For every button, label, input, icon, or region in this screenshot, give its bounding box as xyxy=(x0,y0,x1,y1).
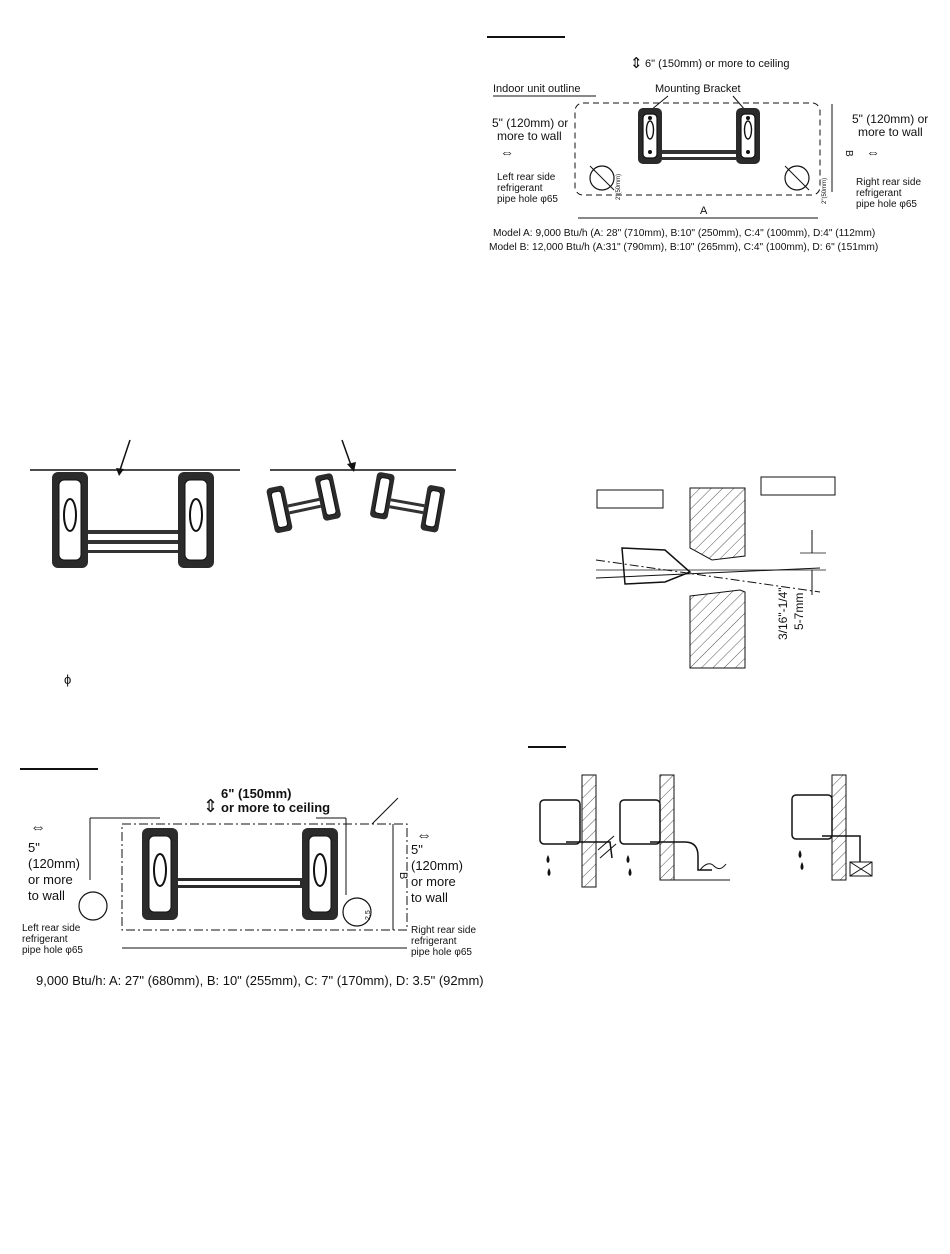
outdoor-label-box xyxy=(761,477,835,495)
indoor-label-box xyxy=(597,490,663,508)
svg-text:or more: or more xyxy=(28,872,73,887)
left-right-arrow-icon: ⇔ xyxy=(866,144,880,160)
left-hole-label: Left rear side xyxy=(22,923,81,934)
left-right-arrow-icon: ⇔ xyxy=(30,819,46,836)
right-hole-label: Right rear side xyxy=(856,177,922,188)
model-line: 9,000 Btu/h: A: 27" (680mm), B: 10" (255mm), C: 7" (170mm), D: 3.5" (92mm) xyxy=(36,973,484,988)
right-hole-label: Right rear side xyxy=(411,925,477,936)
model-b-line: Model B: 12,000 Btu/h (A:31" (790mm), B:10" (265mm), C:4" (100mm), D: 6" (151mm) xyxy=(489,242,879,253)
svg-text:more to wall: more to wall xyxy=(858,125,923,139)
left-pipe-hole xyxy=(79,892,107,920)
left-right-arrow-icon: ⇔ xyxy=(500,144,514,160)
svg-text:pipe hole φ65: pipe hole φ65 xyxy=(411,947,472,958)
model-a-line: Model A: 9,000 Btu/h (A: 28" (710mm), B:10" (250mm), C:4" (100mm), D:4" (112mm) xyxy=(493,228,876,239)
left-wall-clearance: 5" (120mm) or xyxy=(492,116,569,130)
bottom-left-mounting-diagram xyxy=(20,769,484,988)
svg-text:to wall: to wall xyxy=(28,888,65,903)
top-right-mounting-diagram xyxy=(487,37,928,253)
indoor-unit-icon xyxy=(620,800,660,844)
arrow-icon xyxy=(120,440,130,470)
svg-text:to wall: to wall xyxy=(411,890,448,905)
dim-d: 2.5 xyxy=(365,910,372,920)
ceiling-note: 6" (150mm) or more to ceiling xyxy=(645,58,790,70)
drain-hose-diagrams xyxy=(528,747,872,887)
slope-mm: 5-7mm xyxy=(792,592,806,630)
svg-text:(120mm): (120mm) xyxy=(28,856,81,871)
indoor-unit-icon xyxy=(540,800,580,844)
phi-symbol: ϕ xyxy=(64,672,72,687)
right-wall-clearance: 5" xyxy=(411,842,423,857)
right-wall-clearance: 5" (120mm) or xyxy=(852,112,929,126)
svg-text:pipe hole φ65: pipe hole φ65 xyxy=(497,194,558,205)
bracket-label: Mounting Bracket xyxy=(655,83,741,95)
svg-text:refrigerant: refrigerant xyxy=(856,188,902,199)
left-bracket xyxy=(638,108,662,164)
svg-text:refrigerant: refrigerant xyxy=(22,934,68,945)
indoor-unit-outline xyxy=(575,103,820,195)
svg-text:pipe hole φ65: pipe hole φ65 xyxy=(856,199,917,210)
dim-d: 2"(50mm) xyxy=(822,177,828,204)
up-down-arrow-icon: ⇕ xyxy=(630,55,643,72)
ceiling-note: 6" (150mm) xyxy=(221,786,292,801)
wall-lower xyxy=(690,590,745,668)
svg-text:more to wall: more to wall xyxy=(497,129,562,143)
dim-b: B xyxy=(397,872,409,880)
svg-text:or more: or more xyxy=(411,874,456,889)
svg-text:refrigerant: refrigerant xyxy=(411,936,457,947)
wall-upper xyxy=(690,488,745,560)
indoor-unit-icon xyxy=(792,795,832,839)
outline-label: Indoor unit outline xyxy=(493,83,581,95)
dim-a: A xyxy=(700,205,708,217)
svg-text:(120mm): (120mm) xyxy=(411,858,464,873)
drill-slope-diagram xyxy=(596,477,835,668)
dim-b: B xyxy=(843,150,854,157)
svg-text:or more to ceiling: or more to ceiling xyxy=(221,800,331,815)
svg-text:refrigerant: refrigerant xyxy=(497,183,543,194)
svg-text:pipe hole φ65: pipe hole φ65 xyxy=(22,945,83,956)
dim-c: 2"(50mm) xyxy=(616,173,622,200)
left-hole-label: Left rear side xyxy=(497,172,556,183)
drill-icon xyxy=(622,548,690,584)
slope-inches: 3/16"-1/4" xyxy=(776,587,790,640)
left-wall-clearance: 5" xyxy=(28,840,40,855)
bracket-level-diagram xyxy=(30,440,456,568)
right-bracket xyxy=(736,108,760,164)
left-right-arrow-icon: ⇔ xyxy=(416,827,432,844)
up-down-arrow-icon: ⇕ xyxy=(203,796,219,816)
